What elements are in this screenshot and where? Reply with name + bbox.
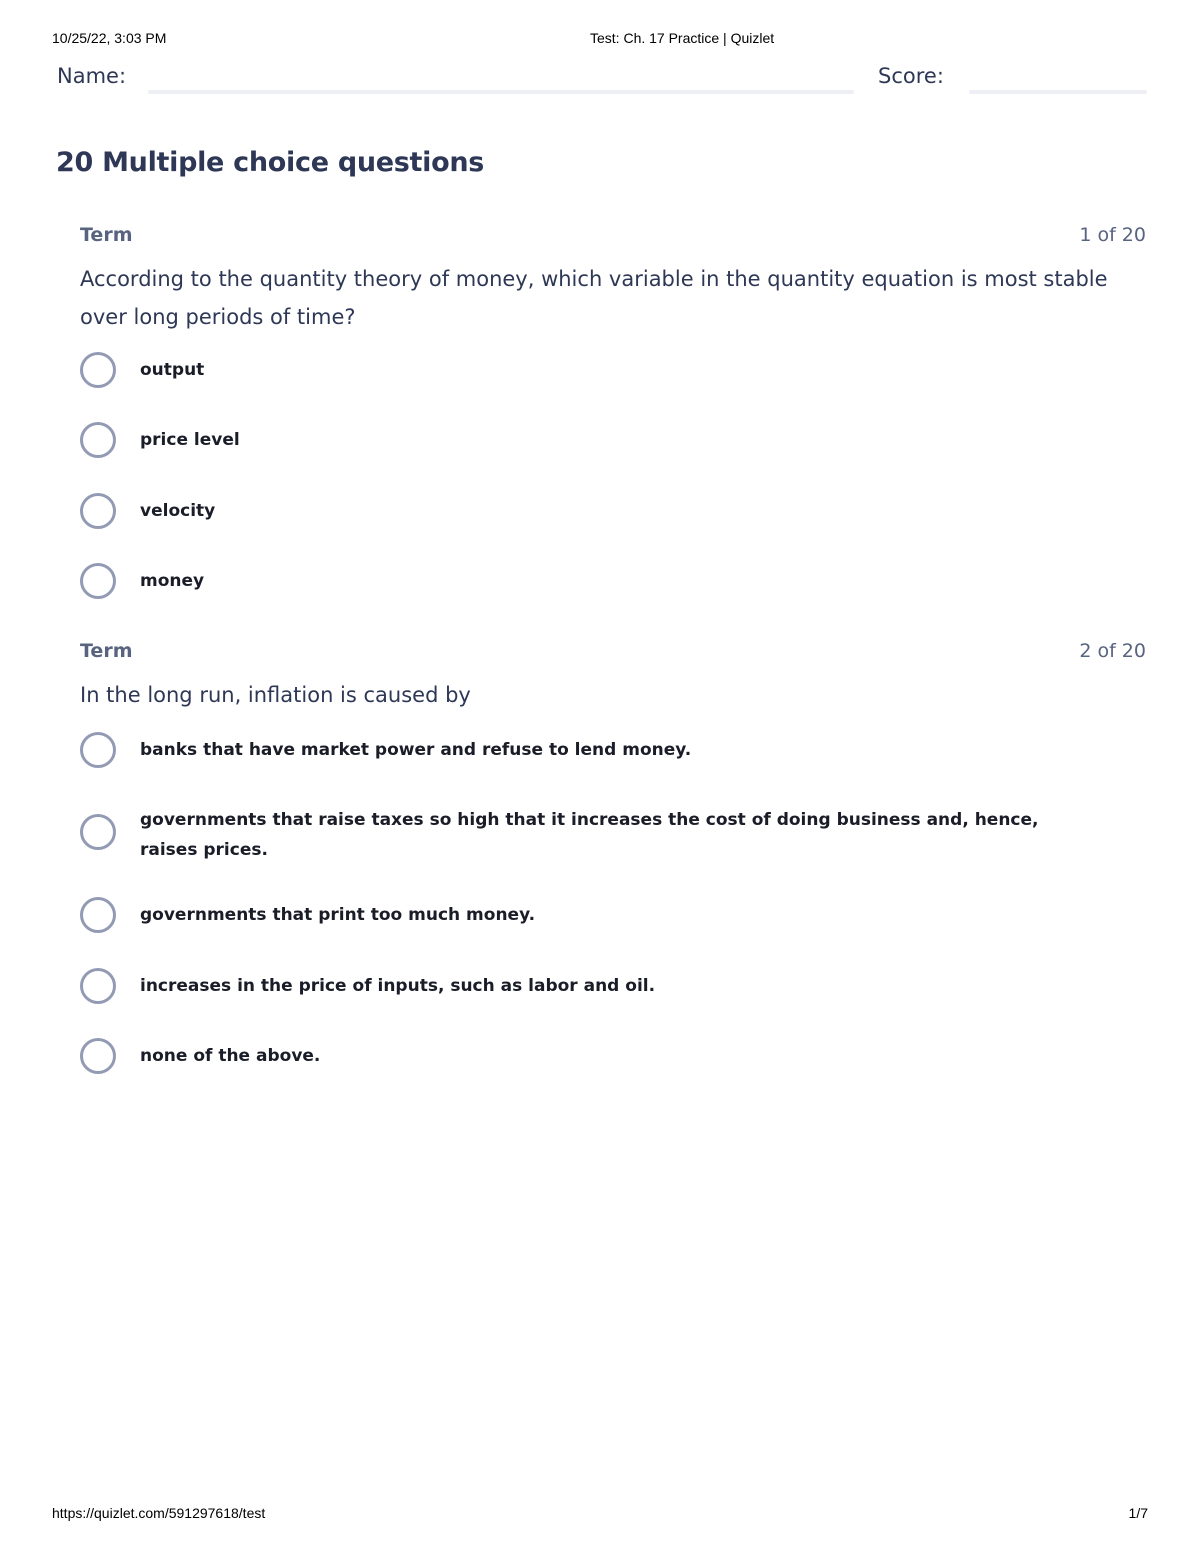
answer-option-label: governments that raise taxes so high that it increases the cost of doing business and, hence, raises prices. xyxy=(140,810,1039,860)
question-prompt: According to the quantity theory of money, which variable in the quantity equation is most stable over long periods of time? xyxy=(80,267,1108,329)
answer-option-label: increases in the price of inputs, such as labor and oil. xyxy=(140,976,656,996)
question-counter: 2 of 20 xyxy=(1079,640,1146,662)
radio-button[interactable] xyxy=(80,563,116,599)
score-label: Score: xyxy=(878,64,944,88)
radio-button[interactable] xyxy=(80,422,116,458)
print-url[interactable]: https://quizlet.com/591297618/test xyxy=(52,1505,266,1521)
answer-option[interactable] xyxy=(80,1038,1146,1074)
score-field[interactable] xyxy=(969,90,1147,94)
answer-option[interactable] xyxy=(80,732,1146,768)
answer-option[interactable] xyxy=(80,897,1146,933)
term-label: Term xyxy=(80,640,133,662)
answer-option-label: money xyxy=(140,571,205,591)
answer-option-label: governments that print too much money. xyxy=(140,905,536,925)
radio-button[interactable] xyxy=(80,814,116,850)
radio-button[interactable] xyxy=(80,493,116,529)
answer-option[interactable] xyxy=(80,968,1146,1004)
answer-option[interactable] xyxy=(80,493,1146,529)
radio-button[interactable] xyxy=(80,1038,116,1074)
print-datetime: 10/25/22, 3:03 PM xyxy=(52,30,167,46)
answer-option[interactable] xyxy=(80,352,1146,388)
term-label: Term xyxy=(80,224,133,246)
question-card xyxy=(80,224,1146,591)
answer-option[interactable] xyxy=(80,563,1146,599)
section-title: 20 Multiple choice questions xyxy=(56,147,485,178)
question-prompt: In the long run, inflation is caused by xyxy=(80,683,471,707)
answer-option-label: none of the above. xyxy=(140,1046,321,1066)
answer-option-label: banks that have market power and refuse to lend money. xyxy=(140,740,692,760)
question-header xyxy=(80,640,1146,664)
answer-option-label: output xyxy=(140,360,205,380)
question-counter: 1 of 20 xyxy=(1079,224,1146,246)
answer-option-label: price level xyxy=(140,430,240,450)
radio-button[interactable] xyxy=(80,968,116,1004)
print-header xyxy=(52,30,1148,48)
radio-button[interactable] xyxy=(80,732,116,768)
answer-option[interactable] xyxy=(80,422,1146,458)
answer-option[interactable] xyxy=(80,812,1146,876)
name-score-row xyxy=(57,62,1147,98)
name-field[interactable] xyxy=(148,90,854,94)
print-footer xyxy=(52,1505,1148,1523)
radio-button[interactable] xyxy=(80,897,116,933)
answer-option-label: velocity xyxy=(140,501,216,521)
question-card xyxy=(80,640,1146,1066)
radio-button[interactable] xyxy=(80,352,116,388)
print-page-title: Test: Ch. 17 Practice | Quizlet xyxy=(590,30,775,46)
page-number: 1/7 xyxy=(1128,1505,1148,1521)
name-label: Name: xyxy=(57,64,127,88)
question-header xyxy=(80,224,1146,248)
